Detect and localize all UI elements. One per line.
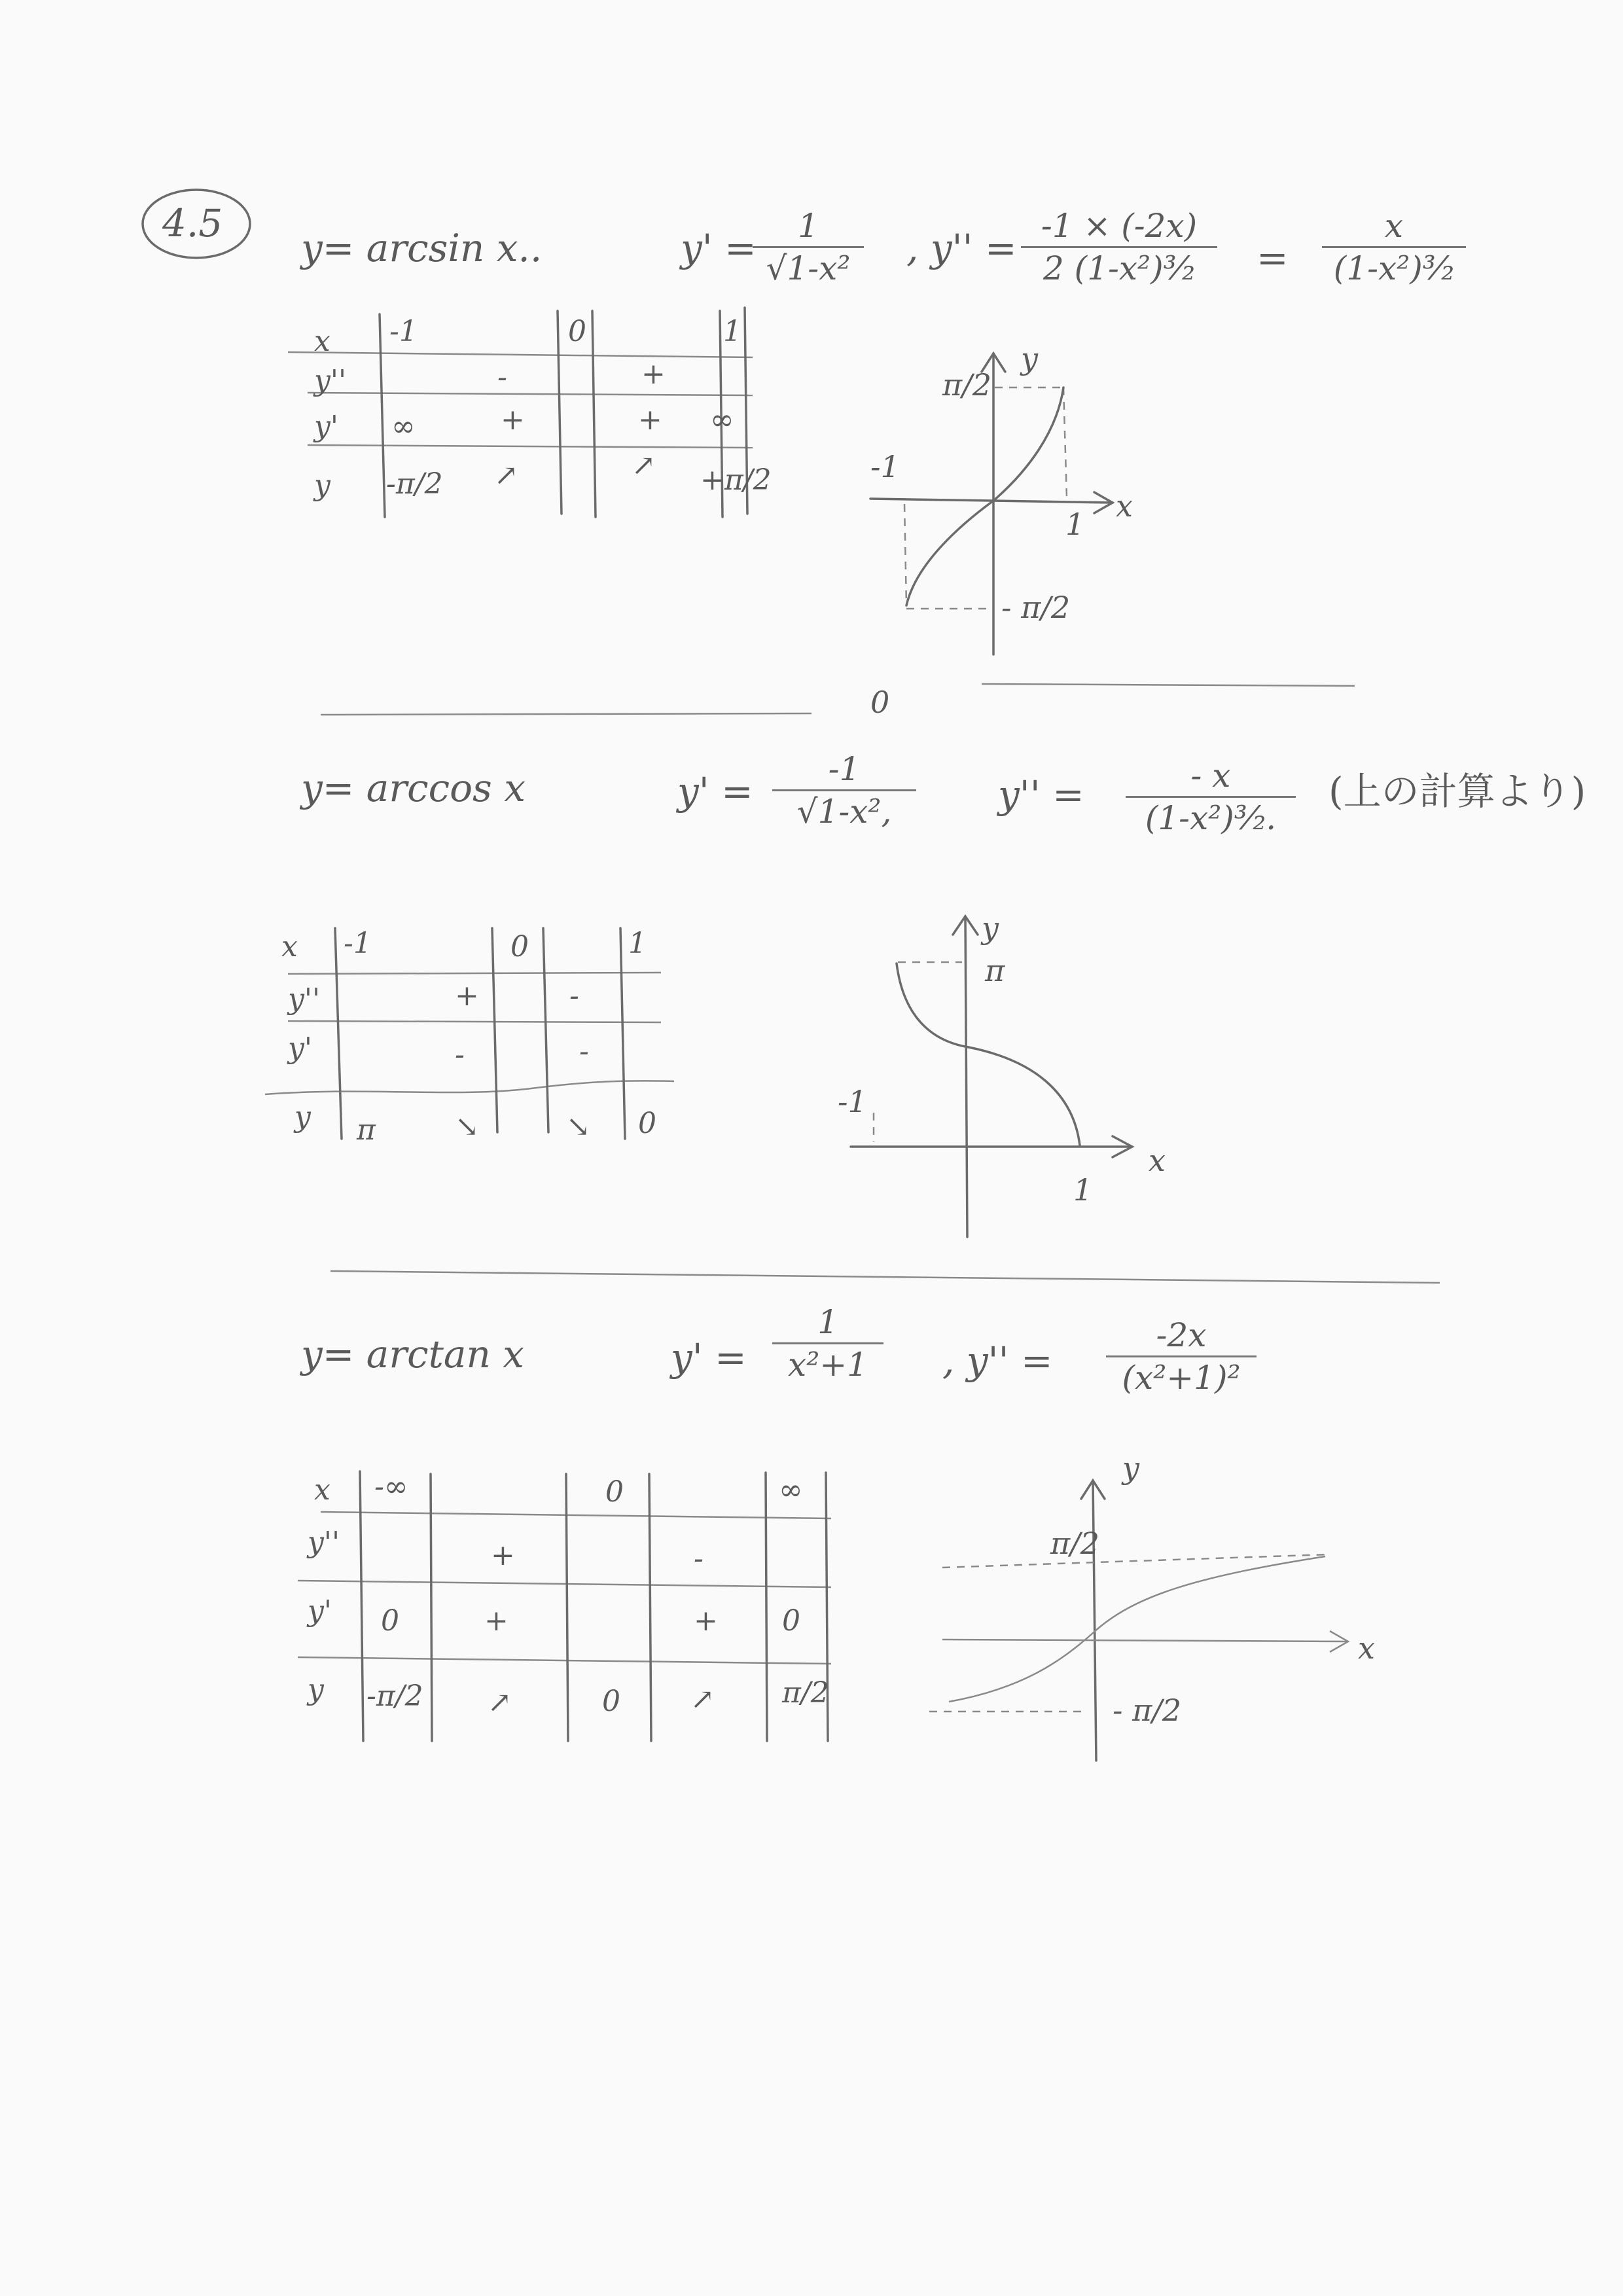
arcsin-y2-fraction (1021, 209, 1217, 285)
arcsin-y1-b: + (501, 403, 525, 437)
arccos-x-mid: 0 (510, 930, 529, 963)
arcsin-row-label-y2: y'' (314, 364, 347, 397)
arctan-row-label-x: x (314, 1473, 330, 1507)
arctan-y2-right: - (694, 1542, 704, 1575)
arccos-row-label-y2: y'' (288, 982, 321, 1016)
arcsin-graph-xright: 1 (1065, 507, 1085, 542)
arcsin-y1-num: 1 (798, 207, 819, 245)
arctan-graph-xaxis: x (1358, 1630, 1375, 1666)
arcsin-x-right: 1 (723, 315, 741, 348)
arctan-x-right: ∞ (779, 1473, 803, 1507)
arcsin-y1-fraction (753, 209, 864, 285)
arcsin-y-d: +π/2 (700, 463, 772, 497)
arccos-y1-den: √1-x², (796, 793, 892, 831)
arcsin-x-left: -1 (389, 315, 418, 348)
arctan-y1-a: 0 (381, 1604, 399, 1638)
arcsin-graph-ytop: π/2 (942, 367, 991, 403)
arctan-y1-den: x²+1 (788, 1346, 868, 1384)
arctan-y2-left: + (491, 1539, 515, 1572)
arcsin-y2-equals: = (1257, 236, 1289, 280)
arctan-x-left: -∞ (374, 1470, 408, 1503)
arctan-graph-ytop: π/2 (1050, 1526, 1099, 1561)
arctan-y1-b: + (484, 1604, 508, 1638)
arctan-y-c: 0 (602, 1685, 620, 1718)
arccos-x-right: 1 (628, 927, 647, 960)
arcsin-y-a: -π/2 (386, 467, 443, 501)
arccos-y2-num: - x (1190, 757, 1231, 795)
arccos-y1-num: -1 (828, 750, 861, 788)
arccos-row-label-x: x (281, 930, 298, 963)
arcsin-row-label-y1: y' (314, 410, 338, 443)
arccos-graph-ytop: π (985, 953, 1005, 988)
arcsin-y2s-num: x (1384, 207, 1404, 245)
arccos-y1-right: - (579, 1035, 589, 1068)
arccos-graph-yaxis: y (982, 910, 999, 946)
arccos-y2-left: + (455, 979, 479, 1013)
arctan-y2-num: -2x (1156, 1316, 1207, 1354)
arctan-graph-yaxis: y (1122, 1450, 1139, 1486)
arcsin-row-label-x: x (314, 325, 330, 358)
arctan-y-d: ↗ (690, 1683, 715, 1716)
arcsin-x-mid: 0 (568, 315, 586, 348)
arctan-y2-den: (x²+1)² (1122, 1359, 1241, 1397)
arctan-y1-c: + (694, 1604, 718, 1638)
arccos-function: y= arccos x (301, 766, 526, 810)
arcsin-y2-right: + (641, 357, 666, 391)
arccos-note: (上の計算より) (1329, 769, 1586, 814)
arcsin-graph-origin: 0 (870, 685, 890, 720)
arcsin-graph-xleft: -1 (870, 449, 900, 484)
arctan-y1-d: 0 (782, 1604, 800, 1638)
arcsin-y1-lhs: y' = (681, 226, 757, 270)
arcsin-y2s-den: (1-x²)³⁄₂ (1333, 249, 1455, 287)
arccos-y-c: ↘ (566, 1110, 590, 1143)
arcsin-y1-d: ∞ (710, 403, 734, 437)
arccos-graph-xright: 1 (1073, 1172, 1093, 1208)
arctan-x-mid: 0 (605, 1475, 624, 1509)
arccos-y2-lhs: y'' = (998, 772, 1084, 817)
arcsin-y2-num: -1 × (-2x) (1041, 207, 1198, 245)
arcsin-y2-den: 2 (1-x²)³⁄₂ (1043, 249, 1196, 287)
divider-1 (321, 713, 812, 715)
arccos-row-label-y: y (294, 1100, 311, 1134)
arccos-table-lines (265, 928, 674, 1143)
arcsin-y2-lhs: , y'' = (906, 226, 1017, 270)
arcsin-graph-yaxis: y (1021, 341, 1038, 376)
arctan-graph-ybottom: - π/2 (1113, 1693, 1182, 1728)
arctan-y2-fraction (1106, 1316, 1257, 1397)
arccos-y-b: ↘ (455, 1110, 479, 1143)
arctan-y-b: ↗ (488, 1686, 512, 1719)
arctan-y1-lhs: y' = (671, 1335, 747, 1380)
arctan-y1-num: 1 (817, 1303, 838, 1341)
arcsin-y1-a: ∞ (391, 410, 416, 443)
arccos-graph-xaxis: x (1149, 1143, 1166, 1178)
arcsin-y-b: ↗ (494, 459, 518, 492)
arccos-y-a: π (357, 1113, 376, 1147)
arcsin-graph-xaxis: x (1116, 488, 1133, 524)
arcsin-y1-c: + (638, 403, 662, 437)
arctan-row-label-y: y (308, 1673, 324, 1706)
arctan-row-label-y1: y' (308, 1594, 332, 1628)
arcsin-y1-den: √1-x² (766, 249, 851, 287)
arccos-y-d: 0 (638, 1107, 656, 1140)
arctan-y2-lhs: , y'' = (942, 1338, 1053, 1383)
arctan-y1-fraction (772, 1303, 883, 1384)
arcsin-y2-simplified (1322, 209, 1466, 285)
arccos-y2-den: (1-x²)³⁄₂. (1145, 799, 1277, 837)
arccos-x-left: -1 (344, 927, 372, 960)
arcsin-graph-ybottom: - π/2 (1001, 590, 1071, 625)
arcsin-row-label-y: y (314, 469, 330, 502)
arctan-function: y= arctan x (301, 1332, 524, 1376)
arctan-y-e: π/2 (782, 1676, 829, 1710)
arccos-y2-right: - (569, 979, 579, 1013)
divider-2 (330, 1271, 1440, 1283)
arctan-row-label-y2: y'' (308, 1526, 340, 1559)
arccos-y2-fraction (1126, 757, 1296, 837)
arcsin-graph (870, 353, 1355, 686)
arccos-y1-fraction (772, 750, 916, 831)
arcsin-y2-left: - (497, 361, 507, 394)
arcsin-y-c: ↗ (632, 449, 656, 482)
arccos-row-label-y1: y' (288, 1031, 312, 1065)
problem-number: 4.5 (162, 201, 223, 245)
arccos-y1-lhs: y' = (677, 769, 753, 814)
arccos-y1-left: - (455, 1038, 465, 1071)
arcsin-function: y= arcsin x.. (301, 226, 543, 270)
arccos-graph-xleft: -1 (838, 1084, 867, 1119)
arctan-y-a: -π/2 (366, 1679, 423, 1713)
